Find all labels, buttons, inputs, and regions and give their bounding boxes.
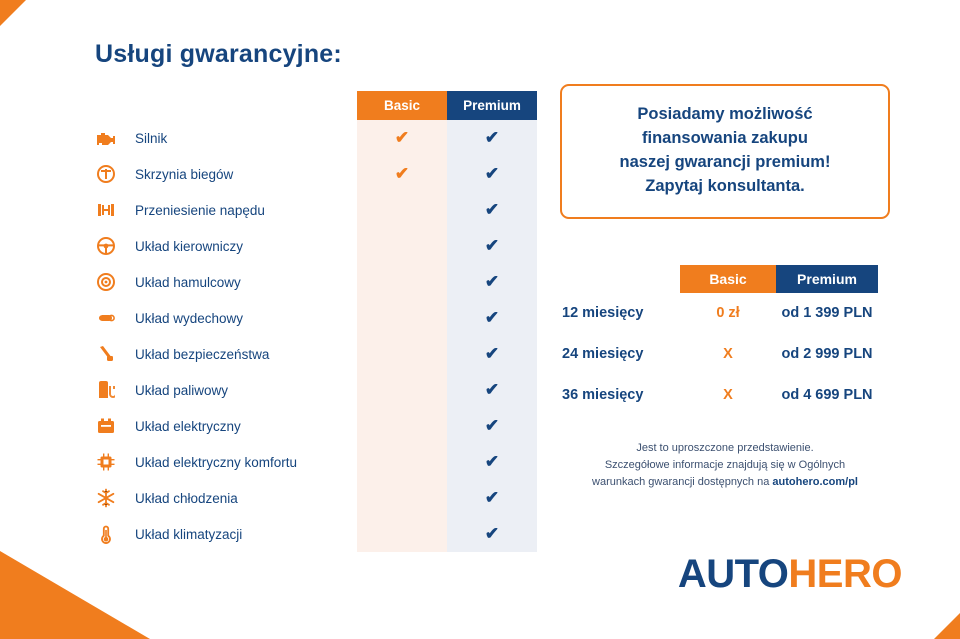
basic-coverage-cell (357, 228, 447, 264)
page-title: Usługi gwarancyjne: (95, 40, 342, 68)
premium-check-mark: ✔ (484, 235, 500, 255)
premium-coverage-cell (447, 336, 537, 372)
price-basic-cell: 0 zł (716, 305, 740, 322)
logo-hero-text: HERO (788, 552, 902, 596)
basic-coverage-cell (357, 156, 447, 192)
table-row (95, 372, 537, 408)
service-label: Układ chłodzenia (135, 490, 238, 506)
logo-auto-text: AUTO (677, 552, 789, 596)
premium-coverage-cell (447, 372, 537, 408)
service-label: Układ elektryczny (135, 418, 241, 434)
basic-coverage-cell (357, 336, 447, 372)
service-label: Przeniesienie napędu (135, 202, 265, 218)
table-row (95, 336, 537, 372)
service-name-cell (95, 228, 357, 264)
premium-check-mark: ✔ (484, 163, 500, 183)
service-label: Skrzynia biegów (135, 166, 234, 182)
seatbelt-icon (95, 343, 117, 365)
basic-coverage-cell (357, 300, 447, 336)
basic-coverage-cell (357, 408, 447, 444)
pricing-header-spacer (560, 265, 680, 293)
engine-icon (95, 127, 117, 149)
table-row (95, 264, 537, 300)
disclaimer-line-3-prefix: warunkach gwarancji dostępnych na (592, 475, 773, 488)
service-name-cell (95, 372, 357, 408)
basic-check-mark: ✔ (394, 163, 410, 183)
premium-check-mark: ✔ (484, 127, 500, 147)
price-period-cell: 12 miesięcy (562, 305, 644, 322)
service-name-cell (95, 264, 357, 300)
chip-icon (95, 451, 117, 473)
premium-coverage-cell (447, 444, 537, 480)
premium-coverage-cell (447, 192, 537, 228)
pricing-table-header-row (560, 265, 878, 293)
service-label: Układ bezpieczeństwa (135, 346, 270, 362)
pricing-section (560, 265, 890, 416)
premium-check-mark: ✔ (484, 487, 500, 507)
basic-coverage-cell (357, 192, 447, 228)
price-premium-cell: od 4 699 PLN (781, 387, 873, 404)
basic-coverage-cell (357, 444, 447, 480)
service-label: Układ wydechowy (135, 310, 244, 326)
premium-check-mark: ✔ (484, 307, 500, 327)
table-row (95, 480, 537, 516)
services-section (95, 40, 535, 552)
drivetrain-icon (95, 199, 117, 221)
service-name-cell (95, 408, 357, 444)
premium-check-mark: ✔ (484, 451, 500, 471)
disclaimer-text (560, 440, 890, 491)
snowflake-icon (95, 487, 117, 509)
services-header-basic: Basic (357, 91, 447, 120)
price-period-cell: 24 miesięcy (562, 346, 644, 363)
brake-disc-icon (95, 271, 117, 293)
exhaust-icon (95, 307, 117, 329)
disclaimer-line-1: Jest to uproszczone przedstawienie. (636, 441, 814, 454)
financing-promo-box (560, 84, 890, 219)
service-name-cell (95, 120, 357, 156)
premium-coverage-cell (447, 480, 537, 516)
table-row (95, 228, 537, 264)
decorative-corner-top-left (0, 0, 26, 26)
premium-check-mark: ✔ (484, 415, 500, 435)
promo-line-3: naszej gwarancji premium! (619, 152, 831, 171)
table-row (560, 334, 878, 375)
service-name-cell (95, 300, 357, 336)
service-label: Układ paliwowy (135, 382, 229, 398)
premium-check-mark: ✔ (484, 379, 500, 399)
services-header-spacer (95, 91, 357, 120)
services-table (95, 91, 537, 552)
premium-coverage-cell (447, 120, 537, 156)
service-name-cell (95, 516, 357, 552)
disclaimer-website-link[interactable]: autohero.com/pl (772, 475, 858, 488)
financing-promo-text (574, 103, 876, 199)
table-row (95, 408, 537, 444)
pricing-table (560, 265, 878, 416)
service-name-cell (95, 480, 357, 516)
table-row (95, 120, 537, 156)
thermometer-icon (95, 523, 117, 545)
table-row (560, 293, 878, 334)
service-label: Układ hamulcowy (135, 274, 241, 290)
premium-check-mark: ✔ (484, 199, 500, 219)
premium-check-mark: ✔ (484, 343, 500, 363)
autohero-logo (678, 552, 902, 597)
decorative-corner-bottom-right (934, 613, 960, 639)
price-basic-cell: X (723, 387, 733, 404)
service-label: Silnik (135, 130, 168, 146)
pricing-header-premium: Premium (776, 265, 878, 293)
basic-coverage-cell (357, 120, 447, 156)
battery-icon (95, 415, 117, 437)
price-period-cell: 36 miesięcy (562, 387, 644, 404)
basic-check-mark: ✔ (394, 127, 410, 147)
price-premium-cell: od 2 999 PLN (781, 346, 873, 363)
service-label: Układ klimatyzacji (135, 526, 243, 542)
service-name-cell (95, 336, 357, 372)
right-column (560, 84, 890, 491)
premium-coverage-cell (447, 228, 537, 264)
pricing-header-basic: Basic (680, 265, 776, 293)
premium-coverage-cell (447, 156, 537, 192)
table-row (95, 444, 537, 480)
promo-line-4: Zapytaj konsultanta. (645, 176, 805, 195)
price-basic-cell: X (723, 346, 733, 363)
decorative-corner-bottom-left (0, 551, 150, 639)
table-row (560, 375, 878, 416)
premium-coverage-cell (447, 264, 537, 300)
basic-coverage-cell (357, 372, 447, 408)
table-row (95, 192, 537, 228)
service-label: Układ kierowniczy (135, 238, 244, 254)
basic-coverage-cell (357, 264, 447, 300)
service-label: Układ elektryczny komfortu (135, 454, 298, 470)
service-name-cell (95, 444, 357, 480)
table-row (95, 300, 537, 336)
service-name-cell (95, 156, 357, 192)
steering-wheel-icon (95, 235, 117, 257)
premium-check-mark: ✔ (484, 523, 500, 543)
services-table-header-row (95, 91, 537, 120)
services-header-premium: Premium (447, 91, 537, 120)
service-name-cell (95, 192, 357, 228)
table-row (95, 156, 537, 192)
gearbox-icon (95, 163, 117, 185)
promo-line-1: Posiadamy możliwość (637, 105, 813, 123)
table-row (95, 516, 537, 552)
premium-coverage-cell (447, 300, 537, 336)
premium-coverage-cell (447, 408, 537, 444)
price-premium-cell: od 1 399 PLN (781, 305, 873, 322)
basic-coverage-cell (357, 480, 447, 516)
premium-check-mark: ✔ (484, 271, 500, 291)
disclaimer-line-2: Szczegółowe informacje znajdują się w Ogólnych (604, 458, 846, 471)
disclaimer-line-3 (560, 474, 890, 491)
promo-line-2: finansowania zakupu (642, 128, 808, 147)
fuel-pump-icon (95, 379, 117, 401)
basic-coverage-cell (357, 516, 447, 552)
premium-coverage-cell (447, 516, 537, 552)
